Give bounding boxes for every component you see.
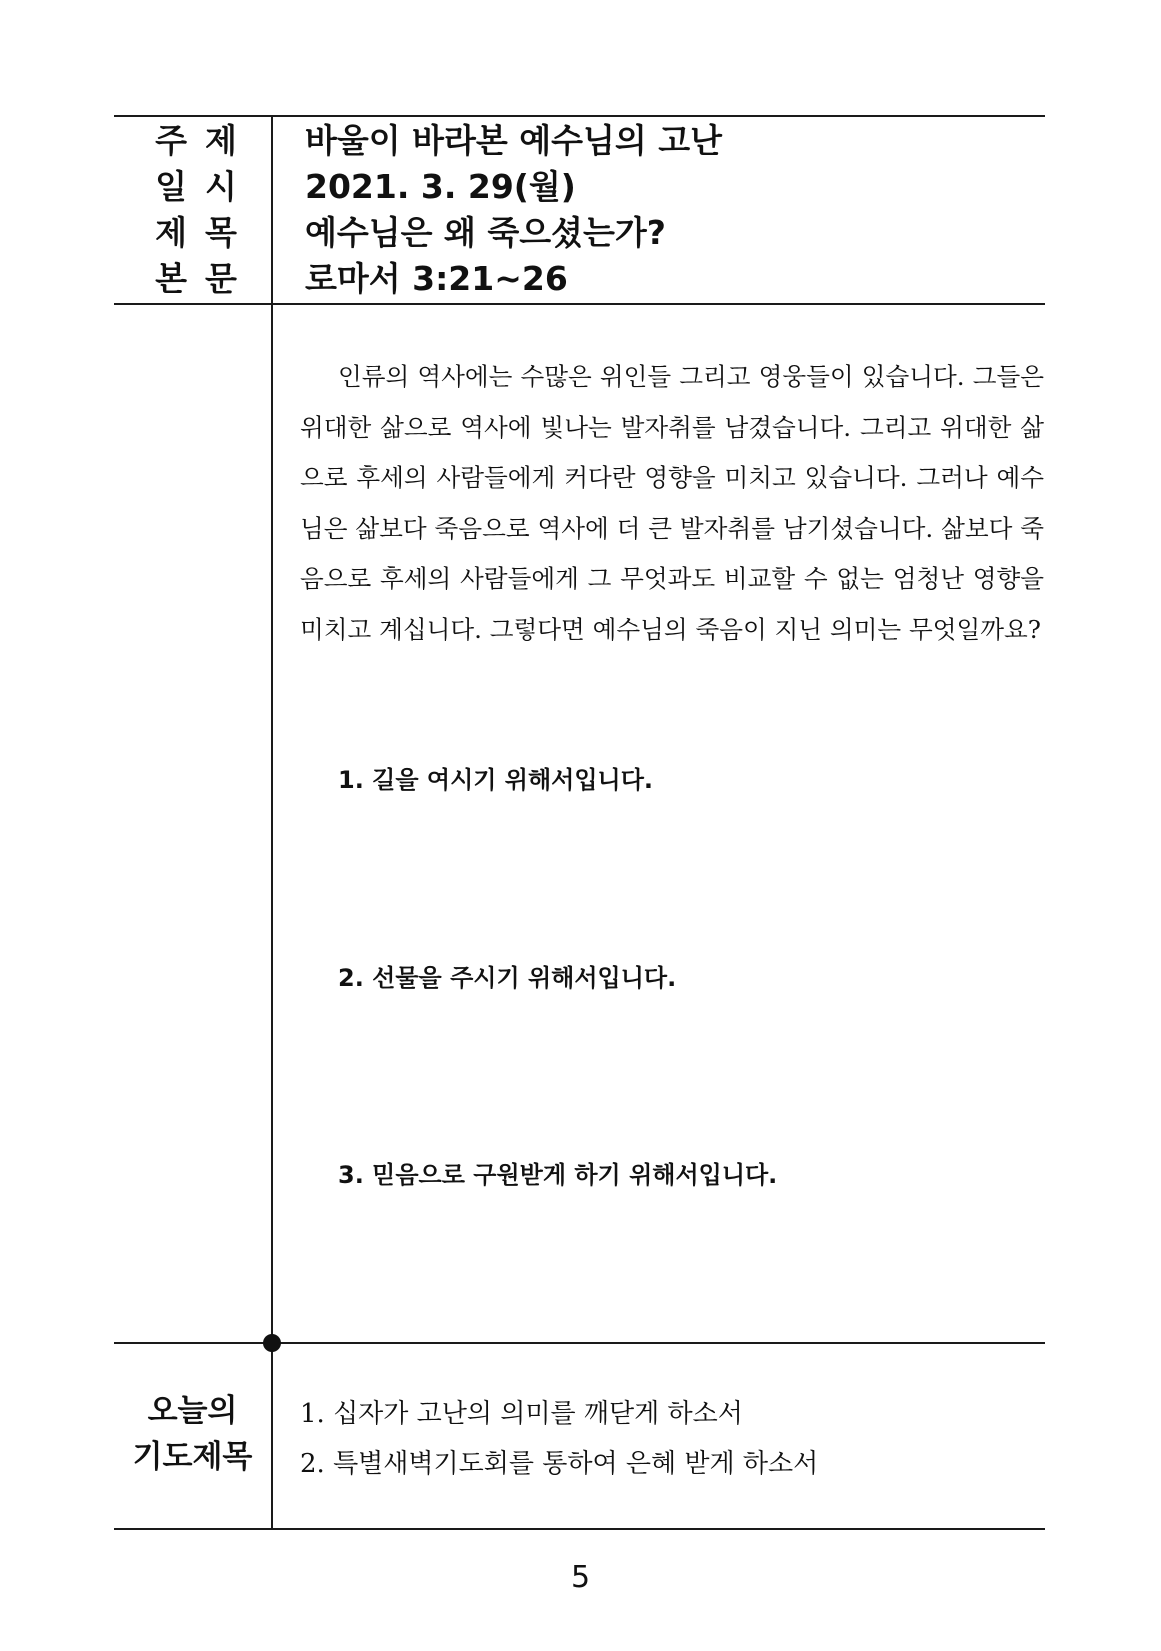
divider-dot: [263, 1334, 281, 1352]
prayer-title-line2: 기도제목: [132, 1439, 253, 1475]
prayer-bottom-rule: [114, 1528, 1045, 1530]
value-scripture: 로마서 3:21~26: [305, 259, 568, 298]
prayer-item-2: 2. 특별새벽기도회를 통하여 은혜 받게 하소서: [300, 1449, 819, 1479]
label-title: 제목: [155, 213, 255, 252]
prayer-top-rule: [114, 1342, 1045, 1344]
sermon-intro-paragraph: 인류의 역사에는 수많은 위인들 그리고 영웅들이 있습니다. 그들은 위대한 삶으로 역사에 빛나는 발자취를 남겼습니다. 그리고 위대한 삶으로 후세의 사람들에게 커다란 영향을 미치고 있습니다. 그러나 예수님은 삶보다 죽음으로 역사에 더 큰 발자취를 남기셨습니다. 삶보다 죽음으로 후세의 사람들에게 그 무엇과도 비교할 수 없는 엄청난 영향을 미치고 계십니다. 그렇다면 예수님의 죽음이 지닌 의미는 무엇일까요?: [300, 362, 1044, 644]
label-date: 일시: [155, 167, 255, 206]
prayer-title-line1: 오늘의: [147, 1393, 238, 1429]
value-subject: 바울이 바라본 예수님의 고난: [305, 121, 723, 160]
value-date: 2021. 3. 29(월): [305, 167, 576, 206]
value-title: 예수님은 왜 죽으셨는가?: [305, 213, 666, 252]
sermon-point-2: 2. 선물을 주시기 위해서입니다.: [338, 964, 677, 992]
column-divider: [271, 115, 273, 1530]
sermon-point-3: 3. 믿음으로 구원받게 하기 위해서입니다.: [338, 1161, 778, 1189]
label-subject: 주제: [155, 121, 255, 160]
header-bottom-rule: [114, 303, 1045, 305]
sermon-point-1: 1. 길을 여시기 위해서입니다.: [338, 766, 654, 794]
page-number: 5: [570, 1560, 591, 1595]
prayer-item-1: 1. 십자가 고난의 의미를 깨닫게 하소서: [300, 1399, 743, 1429]
header-top-rule: [114, 115, 1045, 117]
label-scripture: 본문: [155, 259, 255, 298]
